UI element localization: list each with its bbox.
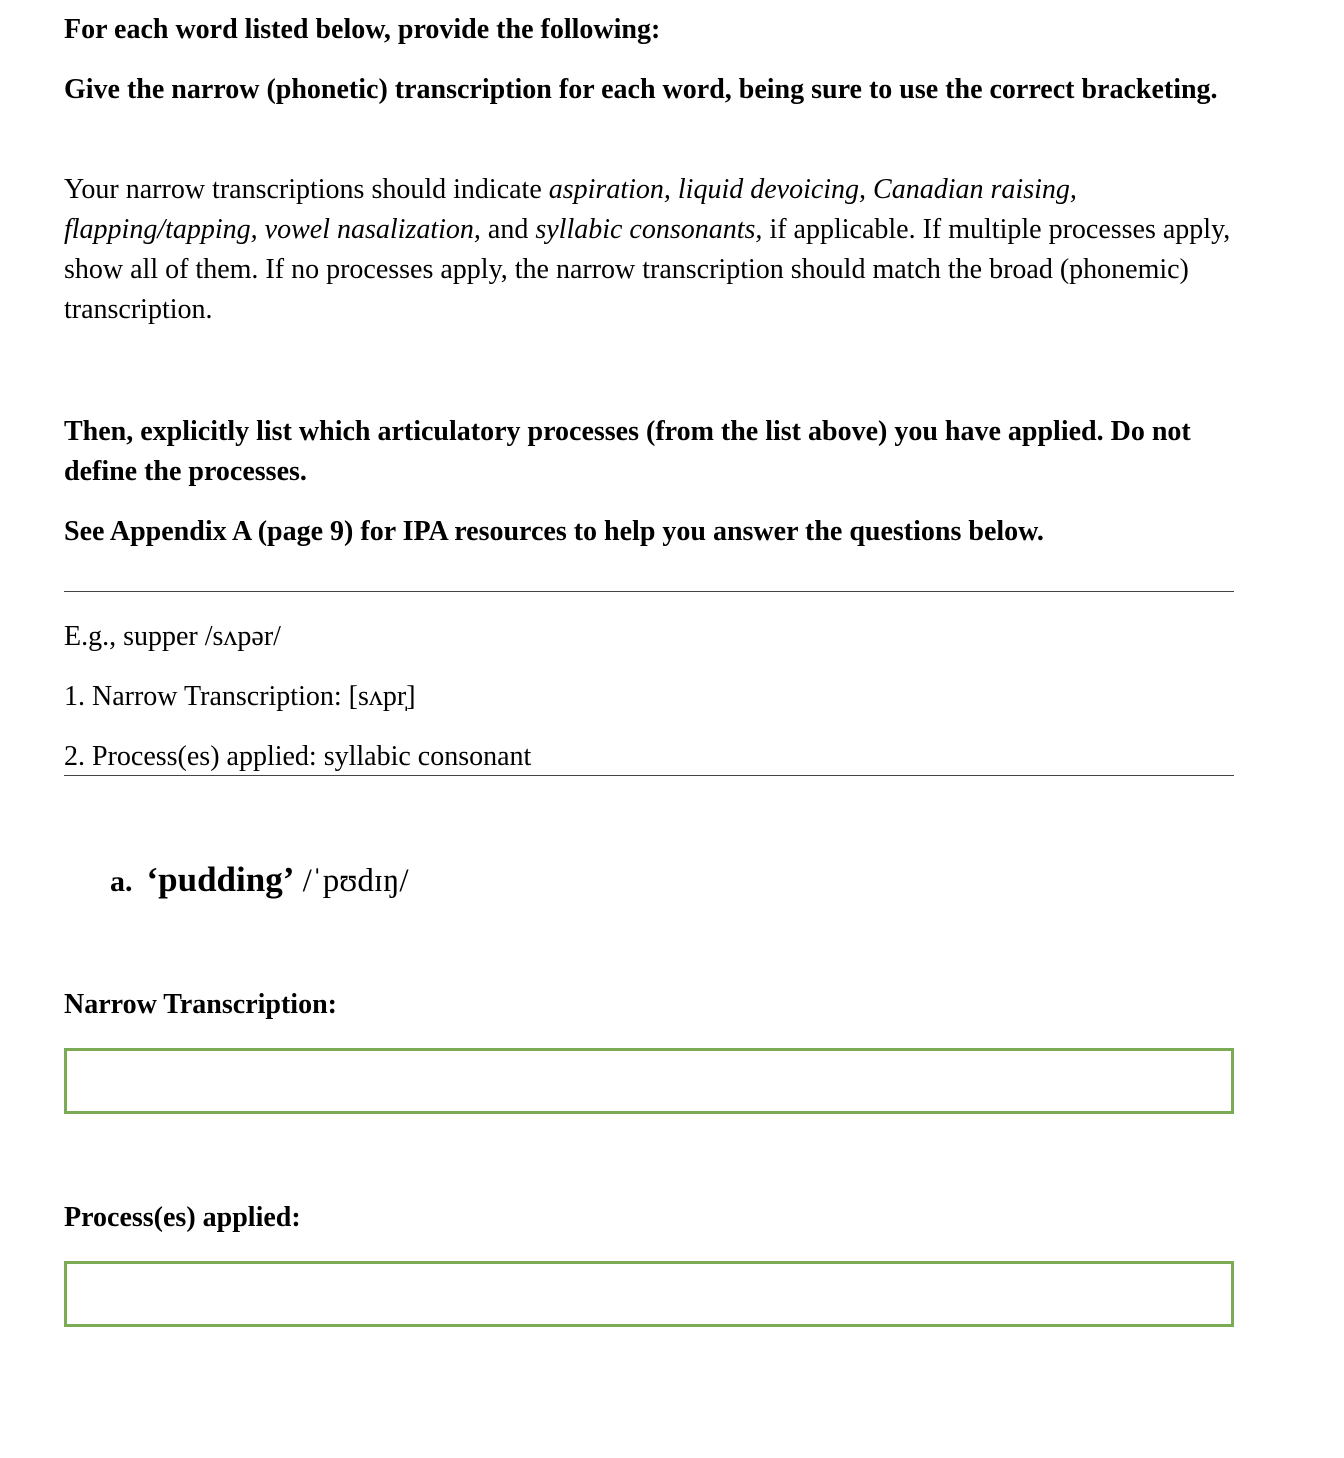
question-letter: a. [110,865,133,898]
list-processes-prompt: Then, explicitly list which articulatory processes (from the list above) you have applied. Do not define the processes. [64,416,1191,487]
example-process-line: 2. Process(es) applied: syllabic consonant [64,741,532,772]
question-ipa: /ˈpʊdɪŋ/ [294,863,409,899]
section-divider-top [64,591,1234,592]
detail-and-text: and [480,214,536,245]
question-a [110,858,409,904]
narrow-transcription-field[interactable] [64,1048,1234,1114]
instructions-heading: For each word listed below, provide the following: [64,14,661,45]
section-divider-bottom [64,775,1234,776]
processes-applied-field[interactable] [64,1261,1234,1327]
detail-rest-text: if applicable. If multiple processes apply, show all of them. If no processes apply, the narrow transcription should match the broad (phonemic) transcription. [64,214,1231,325]
detail-syllabic-italic: syllabic consonants, [535,214,763,245]
appendix-note: See Appendix A (page 9) for IPA resources to help you answer the questions below. [64,516,1044,547]
narrow-transcription-prompt: Give the narrow (phonetic) transcription for each word, being sure to use the correct bracketing. [64,74,1218,105]
example-word-line: E.g., supper /sʌpər/ [64,621,281,652]
processes-detail-paragraph [64,170,1234,330]
processes-applied-label: Process(es) applied: [64,1202,301,1233]
example-narrow-line: 1. Narrow Transcription: [sʌpr̩] [64,681,416,712]
narrow-transcription-label: Narrow Transcription: [64,989,337,1020]
question-word: ‘pudding’ [146,860,295,899]
detail-intro-text: Your narrow transcriptions should indicate [64,174,549,205]
detail-processes-italic: aspiration, liquid devoicing, Canadian raising, flapping/tapping, vowel nasalization, [64,174,1077,245]
